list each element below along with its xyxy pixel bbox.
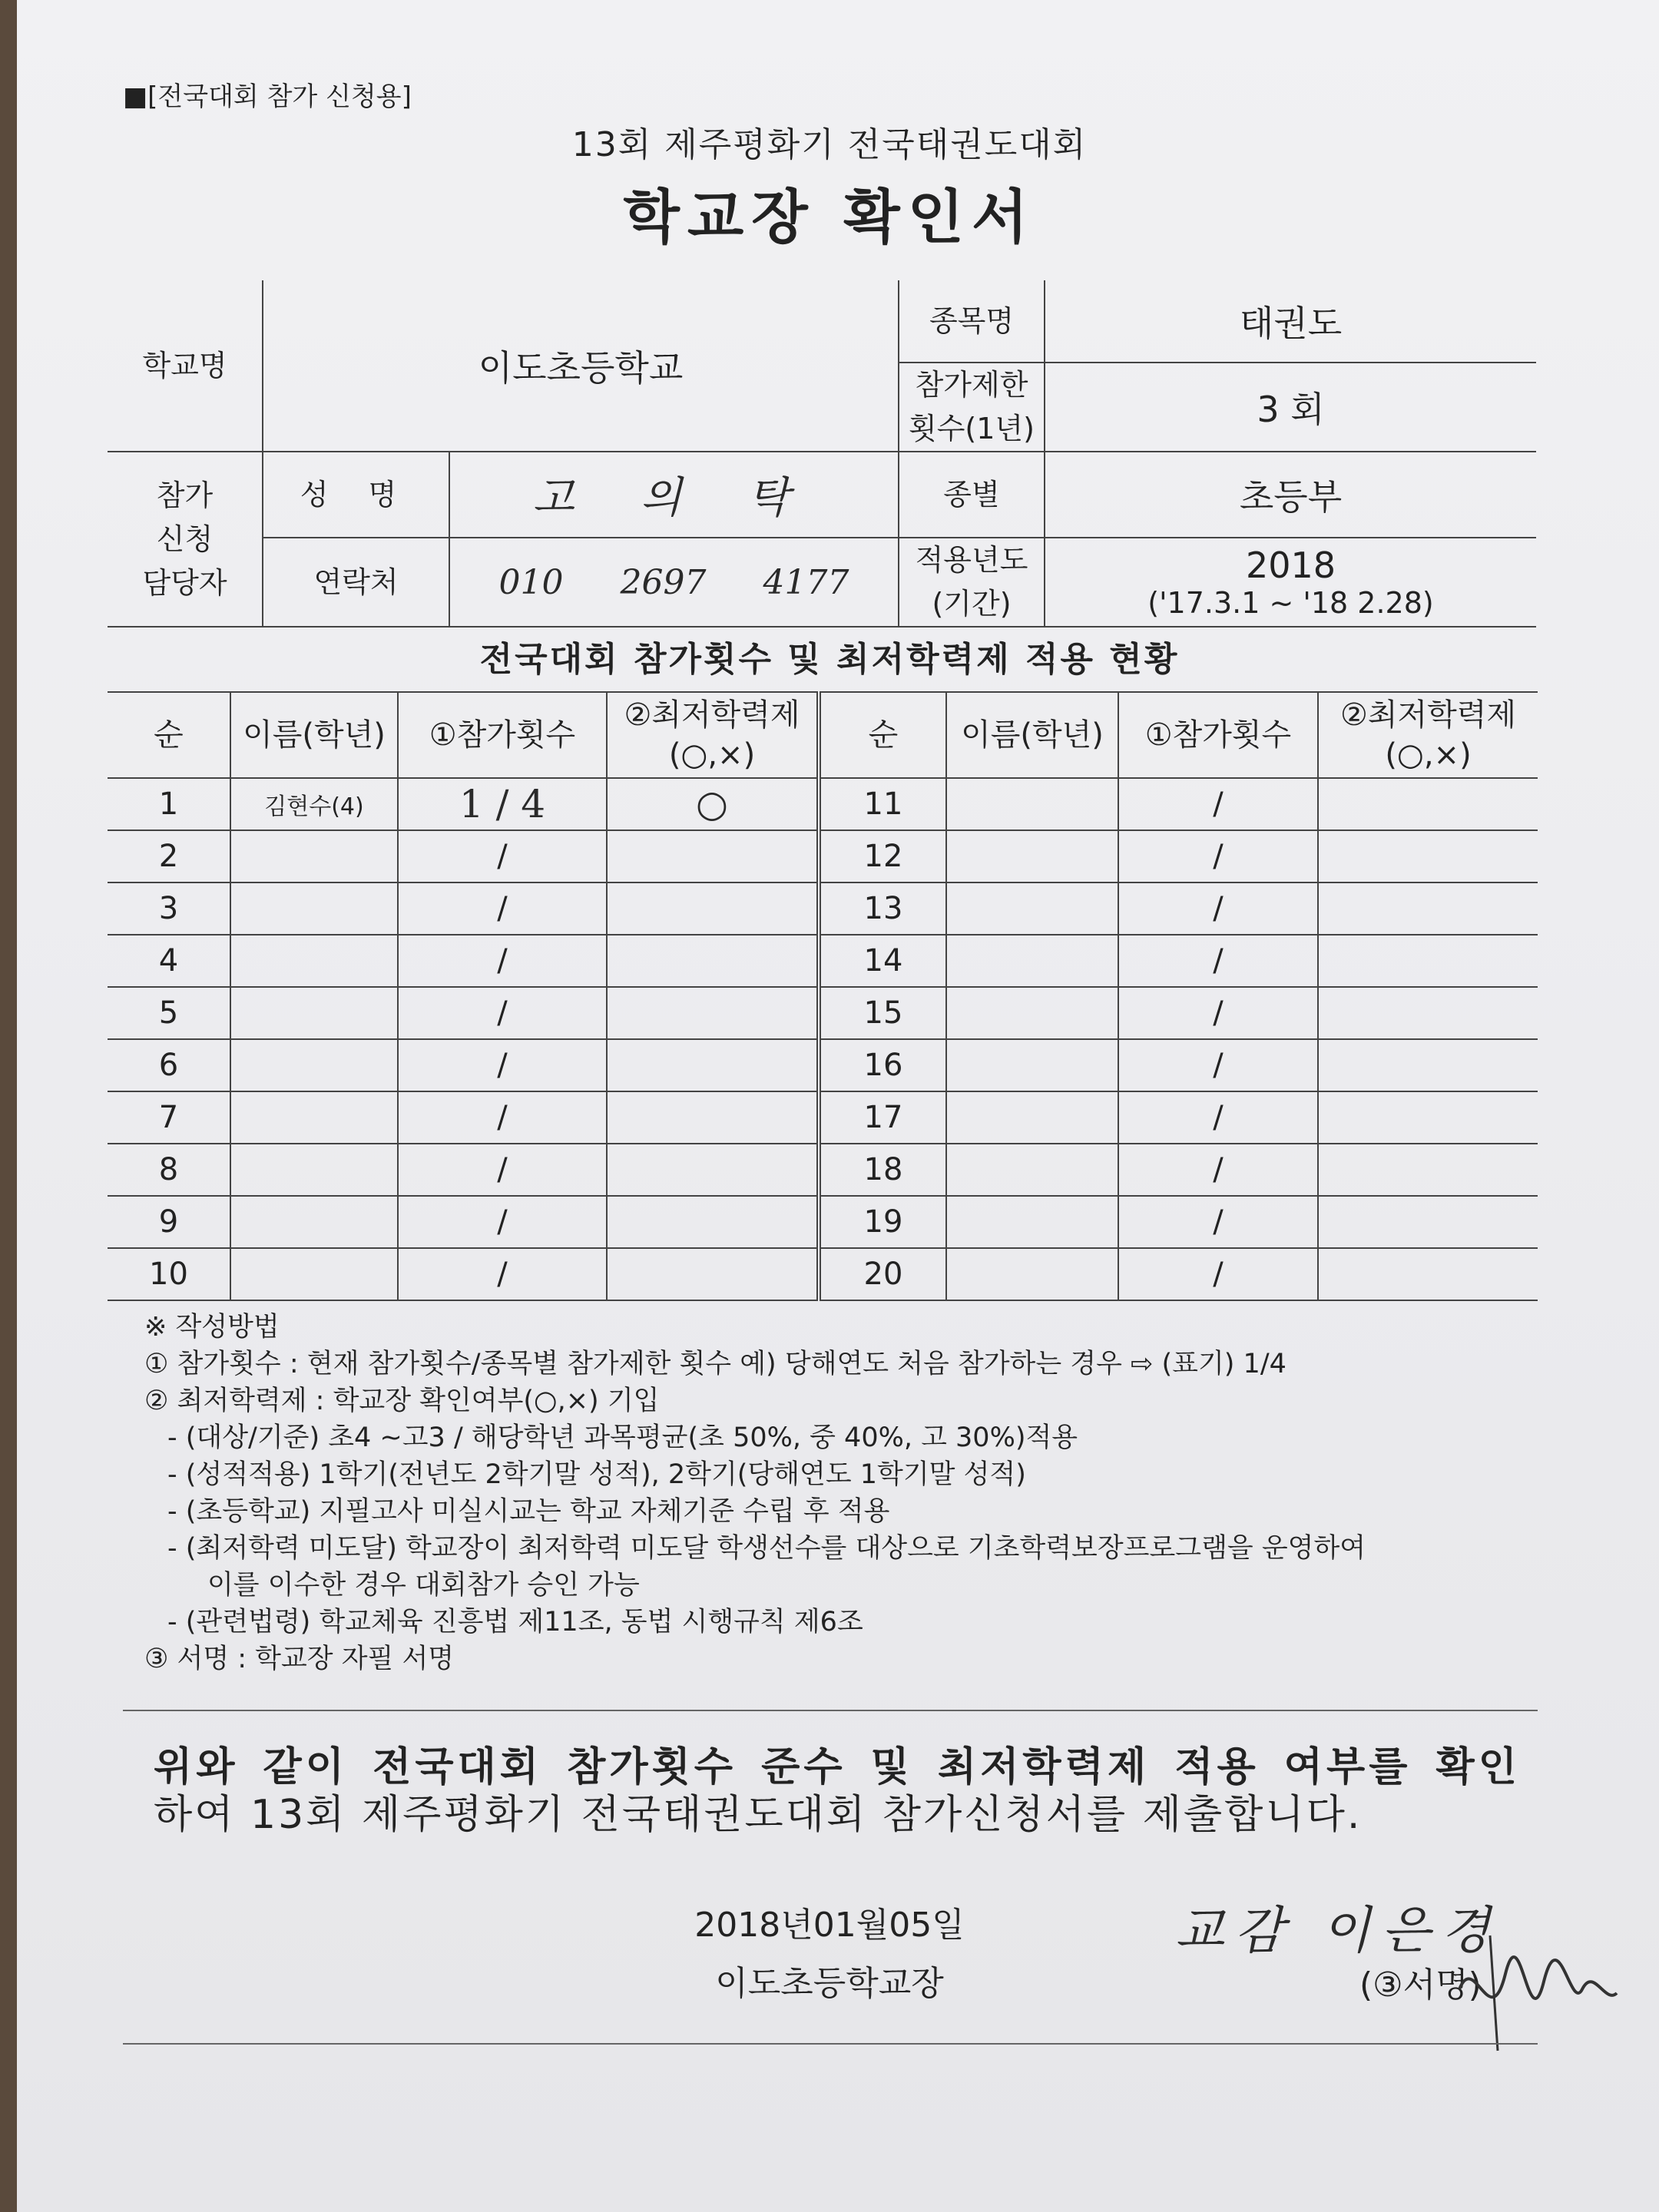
row-name [946, 830, 1118, 882]
row-min [1318, 882, 1538, 935]
row-name [946, 778, 1118, 830]
col-name-right: 이름(학년) [946, 692, 1118, 778]
row-no: 18 [819, 1144, 946, 1196]
table-row [108, 987, 1538, 1039]
table-row [108, 1196, 1538, 1248]
row-count: / [398, 1039, 607, 1091]
col-min-left-line1: ②최저학력제 [624, 697, 800, 733]
note-detail-target: - (대상/기준) 초4 ~고3 / 해당학년 과목평균(초 50%, 중 40%, 고 30%)적용 [167, 1422, 1078, 1453]
row-name [946, 1248, 1118, 1300]
school-name-label: 학교명 [108, 280, 263, 452]
school-name-value: 이도초등학교 [263, 280, 899, 452]
row-no: 8 [108, 1144, 230, 1196]
row-name [946, 987, 1118, 1039]
table-row [108, 1248, 1538, 1300]
row-count: / [398, 1091, 607, 1144]
row-no: 2 [108, 830, 230, 882]
col-no-right: 순 [819, 692, 946, 778]
participation-status-table [108, 691, 1538, 1301]
row-no: 3 [108, 882, 230, 935]
row-name [230, 935, 398, 987]
divider [123, 2043, 1538, 2045]
row-no: 17 [819, 1091, 946, 1144]
row-min [607, 1039, 819, 1091]
applicant-label-line1: 참가 [156, 478, 214, 512]
row-name [946, 882, 1118, 935]
signature-label: (③서명) [1359, 1965, 1482, 2005]
row-name [230, 1144, 398, 1196]
row-name [230, 1039, 398, 1091]
row-count: / [398, 987, 607, 1039]
row-min [1318, 1091, 1538, 1144]
row-min [607, 882, 819, 935]
col-no-left: 순 [108, 692, 230, 778]
year-value: 2018 [1245, 545, 1336, 586]
row-count: / [1118, 882, 1318, 935]
row-no: 14 [819, 935, 946, 987]
statement-line2: 하여 13회 제주평화기 전국태권도대회 참가신청서를 제출합니다. [154, 1792, 1363, 1838]
row-count: / [1118, 1039, 1318, 1091]
row-min [607, 1091, 819, 1144]
row-name: 김현수(4) [230, 778, 398, 830]
row-no: 1 [108, 778, 230, 830]
row-count: / [398, 935, 607, 987]
table-row [108, 778, 1538, 830]
school-info-table [108, 280, 1536, 628]
table-row [108, 935, 1538, 987]
row-min [607, 1248, 819, 1300]
row-count: / [398, 1144, 607, 1196]
row-min-handwritten: ○ [607, 778, 819, 830]
row-count: / [398, 1196, 607, 1248]
row-min [1318, 1248, 1538, 1300]
row-count: / [398, 1248, 607, 1300]
row-no: 5 [108, 987, 230, 1039]
row-no: 9 [108, 1196, 230, 1248]
col-min-left [607, 692, 819, 778]
note-detail-law: - (관련법령) 학교체육 진흥법 제11조, 동법 시행규칙 제6조 [167, 1607, 863, 1637]
row-count: / [398, 882, 607, 935]
limit-value: 3 회 [1045, 363, 1536, 452]
row-name [946, 1196, 1118, 1248]
divider [123, 1710, 1538, 1711]
row-name [946, 935, 1118, 987]
row-no: 10 [108, 1248, 230, 1300]
row-count: / [1118, 1091, 1318, 1144]
table-row [108, 830, 1538, 882]
applicant-label-line3: 담당자 [142, 565, 227, 600]
row-min [1318, 1196, 1538, 1248]
event-subtitle: 13회 제주평화기 전국태권도대회 [571, 125, 1088, 164]
signature-stroke [1459, 1957, 1617, 1998]
row-no: 19 [819, 1196, 946, 1248]
col-count-right: ①참가횟수 [1118, 692, 1318, 778]
row-count: / [1118, 987, 1318, 1039]
row-count: / [1118, 1144, 1318, 1196]
name-label: 성 명 [263, 452, 449, 538]
event-value: 태권도 [1045, 280, 1536, 363]
division-value: 초등부 [1045, 452, 1536, 538]
row-no: 15 [819, 987, 946, 1039]
note-detail-not-reached: - (최저학력 미도달) 학교장이 최저학력 미도달 학생선수를 대상으로 기초학력보장프로그램을 운영하여 [167, 1533, 1366, 1564]
year-label-line1: 적용년도 [915, 543, 1028, 577]
row-no: 7 [108, 1091, 230, 1144]
applicant-label-line2: 신청 [156, 522, 214, 556]
document-title: 학교장 확인서 [623, 183, 1036, 251]
confirmation-statement [154, 1743, 1521, 1839]
limit-label [899, 363, 1045, 452]
limit-label-line1: 참가제한 [915, 368, 1028, 402]
row-count: / [398, 830, 607, 882]
contact-label: 연락처 [263, 538, 449, 627]
row-count: / [1118, 778, 1318, 830]
col-min-right-line1: ②최저학력제 [1339, 697, 1517, 733]
note-min-academic: ② 최저학력제 : 학교장 확인여부(○,×) 기입 [144, 1386, 660, 1416]
row-min [1318, 830, 1538, 882]
row-count: / [1118, 1248, 1318, 1300]
note-signature: ③ 서명 : 학교장 자필 서명 [144, 1644, 455, 1674]
row-min [607, 935, 819, 987]
school-head-title: 이도초등학교장 [715, 1964, 944, 2003]
issue-date: 2018년01월05일 [694, 1906, 965, 1945]
row-count: / [1118, 830, 1318, 882]
handwritten-signer-name: 교감 이은경 [1175, 1901, 1501, 1960]
row-name [946, 1091, 1118, 1144]
row-no: 16 [819, 1039, 946, 1091]
row-min [607, 1144, 819, 1196]
note-detail-grades: - (성적적용) 1학기(전년도 2학기말 성적), 2학기(당해연도 1학기말 성적) [167, 1459, 1026, 1490]
row-min [607, 830, 819, 882]
row-no: 12 [819, 830, 946, 882]
division-label: 종별 [899, 452, 1045, 538]
note-detail-not-reached-cont: 이를 이수한 경우 대회참가 승인 가능 [207, 1570, 640, 1601]
row-min [1318, 1144, 1538, 1196]
row-no: 4 [108, 935, 230, 987]
col-count-left: ①참가횟수 [398, 692, 607, 778]
row-no: 6 [108, 1039, 230, 1091]
row-min [607, 987, 819, 1039]
col-name-left: 이름(학년) [230, 692, 398, 778]
row-name [946, 1144, 1118, 1196]
row-count-handwritten: 1 / 4 [398, 778, 607, 830]
row-min [1318, 778, 1538, 830]
row-name [946, 1039, 1118, 1091]
note-participation-count: ① 참가횟수 : 현재 참가횟수/종목별 참가제한 횟수 예) 당해연도 처음 참가하는 경우 ⇨ (표기) 1/4 [144, 1349, 1286, 1379]
row-name [230, 1091, 398, 1144]
row-name [230, 830, 398, 882]
year-period: ('17.3.1 ~ '18 2.28) [1147, 586, 1434, 620]
row-no: 20 [819, 1248, 946, 1300]
applicant-name-handwritten: 고 의 탁 [449, 452, 899, 538]
handwritten-signature [1444, 1920, 1628, 2058]
year-label-line2: (기간) [932, 587, 1012, 621]
row-no: 13 [819, 882, 946, 935]
statement-line1: 위와 같이 전국대회 참가횟수 준수 및 최저학력제 적용 여부를 확인 [154, 1744, 1521, 1790]
row-count: / [1118, 1196, 1318, 1248]
year-value-cell [1045, 538, 1536, 627]
row-min [1318, 935, 1538, 987]
limit-label-line2: 횟수(1년) [909, 412, 1035, 445]
col-min-right-line2: (○,×) [1385, 737, 1472, 773]
col-min-right [1318, 692, 1538, 778]
row-name [230, 882, 398, 935]
table-row [108, 1144, 1538, 1196]
contact-handwritten: 010 2697 4177 [449, 538, 899, 627]
row-count: / [1118, 935, 1318, 987]
row-min [1318, 1039, 1538, 1091]
notes-heading: ※ 작성방법 [144, 1312, 280, 1343]
form-type-tag: ■[전국대회 참가 신청용] [123, 81, 412, 112]
applicant-label [108, 452, 263, 627]
row-no: 11 [819, 778, 946, 830]
table-row [108, 1039, 1538, 1091]
year-label [899, 538, 1045, 627]
event-label: 종목명 [899, 280, 1045, 363]
note-detail-elementary: - (초등학교) 지필고사 미실시교는 학교 자체기준 수립 후 적용 [167, 1496, 890, 1527]
row-min [1318, 987, 1538, 1039]
status-section-title: 전국대회 참가횟수 및 최저학력제 적용 현황 [479, 640, 1180, 679]
writing-instructions [144, 1309, 1366, 1677]
row-name [230, 1196, 398, 1248]
row-min [607, 1196, 819, 1248]
row-name [230, 987, 398, 1039]
row-name [230, 1248, 398, 1300]
table-row [108, 1091, 1538, 1144]
table-row [108, 882, 1538, 935]
col-min-left-line2: (○,×) [668, 737, 756, 773]
